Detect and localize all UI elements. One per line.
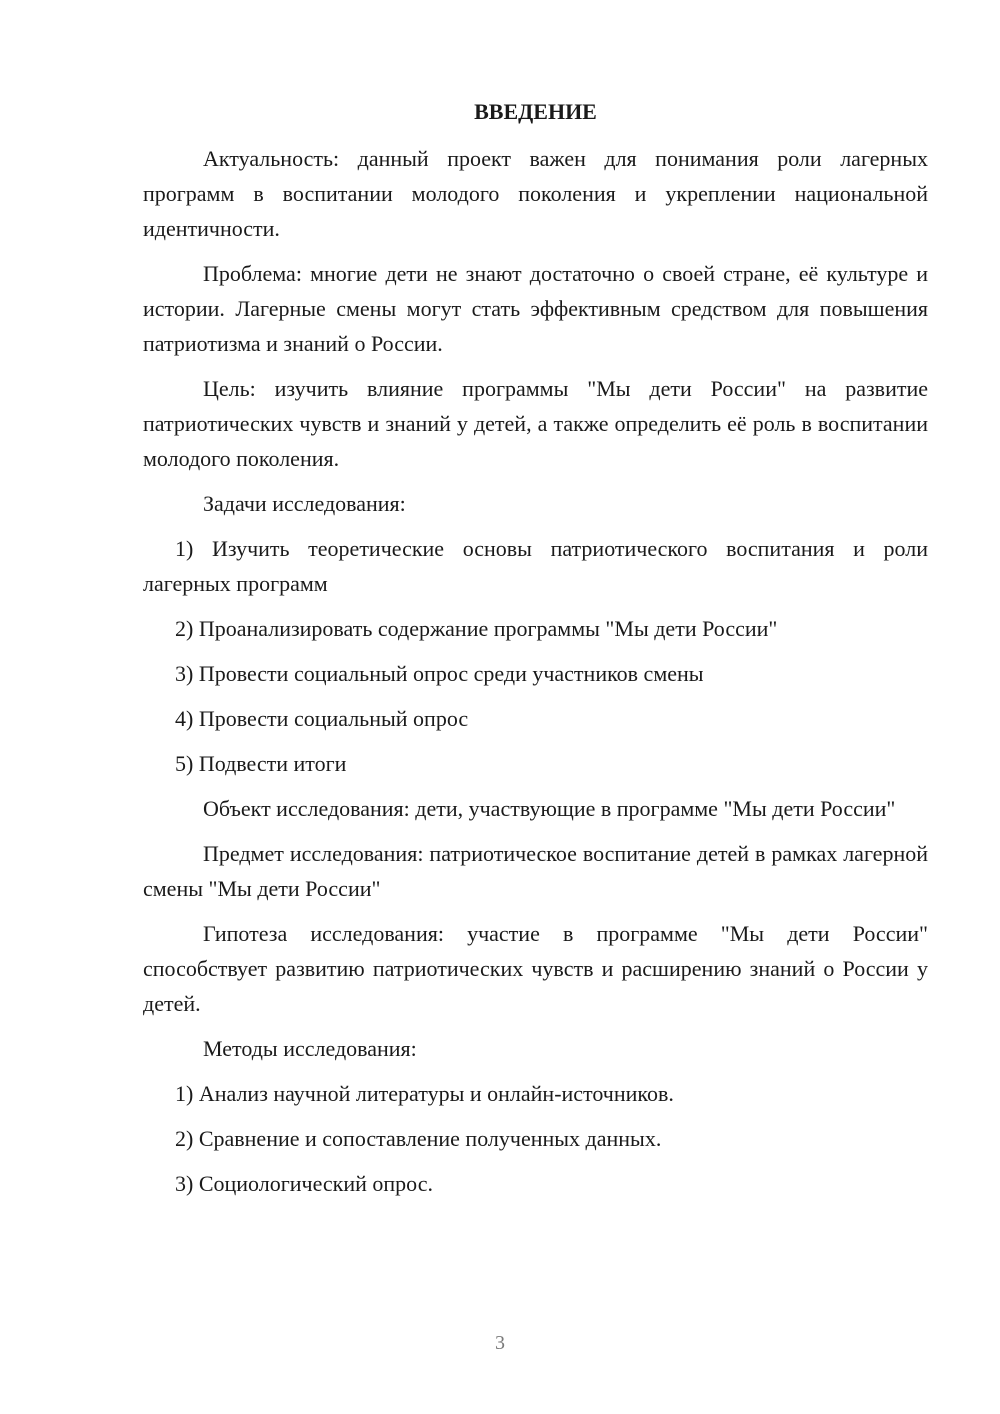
- task-item: 1) Изучить теоретические основы патриотического воспитания и роли лагерных программ: [143, 536, 928, 596]
- tasks-heading: Задачи исследования:: [203, 491, 406, 516]
- subject-paragraph: Предмет исследования: патриотическое воспитание детей в рамках лагерной смены "Мы дети России": [143, 841, 928, 901]
- problem-paragraph: Проблема: многие дети не знают достаточно о своей стране, её культуре и истории. Лагерные смены могут стать эффективным средством для повышения патриотизма и знаний о России.: [143, 261, 928, 356]
- relevance-paragraph: Актуальность: данный проект важен для понимания роли лагерных программ в воспитании молодого поколения и укреплении национальной идентичности.: [143, 146, 928, 241]
- goal-paragraph: Цель: изучить влияние программы "Мы дети России" на развитие патриотических чувств и знаний у детей, а также определить её роль в воспитании молодого поколения.: [143, 376, 928, 471]
- task-item: 2) Проанализировать содержание программы "Мы дети России": [175, 616, 778, 641]
- task-item: 5) Подвести итоги: [175, 751, 347, 776]
- section-heading: ВВЕДЕНИЕ: [474, 99, 597, 124]
- task-item: 3) Провести социальный опрос среди участников смены: [175, 661, 704, 686]
- page-number: 3: [495, 1332, 505, 1354]
- object-paragraph: Объект исследования: дети, участвующие в программе "Мы дети России": [203, 796, 896, 821]
- task-item: 4) Провести социальный опрос: [175, 706, 469, 731]
- method-item: 3) Социологический опрос.: [175, 1171, 433, 1196]
- method-item: 1) Анализ научной литературы и онлайн-источников.: [175, 1081, 674, 1106]
- document-page: [143, 94, 928, 1211]
- method-item: 2) Сравнение и сопоставление полученных данных.: [175, 1126, 662, 1151]
- hypothesis-paragraph: Гипотеза исследования: участие в программе "Мы дети России" способствует развитию патриотических чувств и расширению знаний о России у детей.: [143, 921, 928, 1016]
- methods-heading: Методы исследования:: [203, 1036, 417, 1061]
